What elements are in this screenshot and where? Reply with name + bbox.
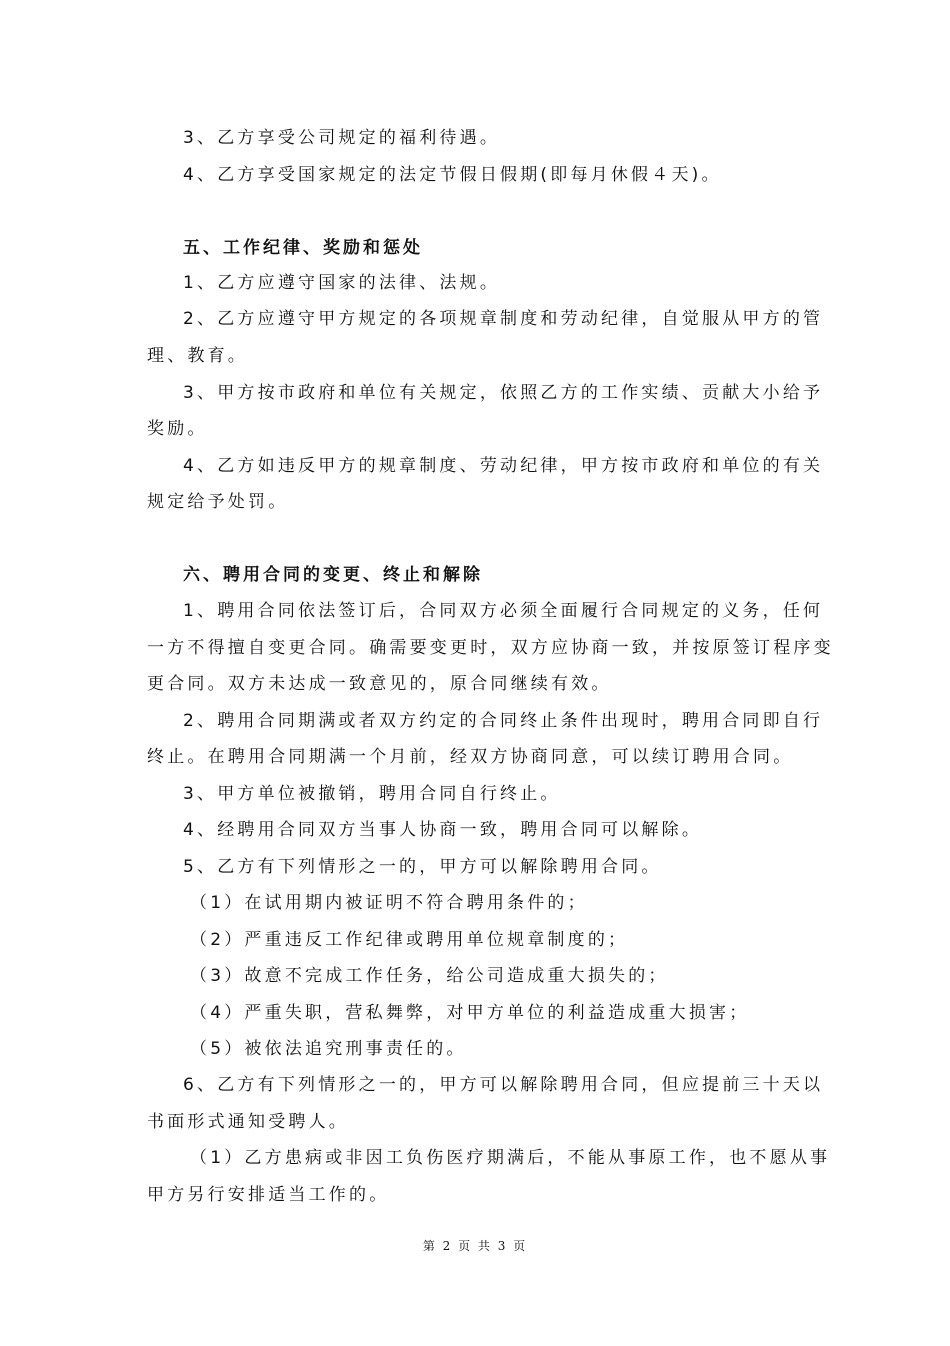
section-6-p2-line2: 终止。在聘用合同期满一个月前，经双方协商同意，可以续订聘用合同。: [147, 747, 794, 767]
section-5-heading: 五、工作纪律、奖励和惩处: [183, 238, 423, 258]
section-6-p1-line2: 一方不得擅自变更合同。确需要变更时，双方应协商一致，并按原签订程序变: [147, 638, 834, 658]
section-5-p4-line1: 4、乙方如违反甲方的规章制度、劳动纪律，甲方按市政府和单位的有关: [183, 456, 824, 476]
section-5-p3-line1: 3、甲方按市政府和单位有关规定，依照乙方的工作实绩、贡献大小给予: [183, 383, 824, 403]
section-5-p4-line2: 规定给予处罚。: [147, 492, 289, 512]
section-5-p2-line2: 理、教育。: [147, 346, 248, 366]
section-5-p1: 1、乙方应遵守国家的法律、法规。: [183, 273, 501, 293]
section-6-p5: 5、乙方有下列情形之一的，甲方可以解除聘用合同。: [183, 857, 662, 877]
section-6-p5-item-1: （1）在试用期内被证明不符合聘用条件的；: [190, 893, 588, 913]
section-6-p3: 3、甲方单位被撤销，聘用合同自行终止。: [183, 784, 561, 804]
section-6-p6-item1-line1: （1）乙方患病或非因工负伤医疗期满后，不能从事原工作，也不愿从事: [190, 1148, 831, 1168]
section-6-p2-line1: 2、聘用合同期满或者双方约定的合同终止条件出现时，聘用合同即自行: [183, 711, 824, 731]
section-6-p5-item-3: （3）故意不完成工作任务，给公司造成重大损失的；: [190, 966, 669, 986]
section-6-p4: 4、经聘用合同双方当事人协商一致，聘用合同可以解除。: [183, 820, 703, 840]
section-6-heading: 六、聘用合同的变更、终止和解除: [183, 565, 483, 585]
page-footer: 第 2 页 共 3 页: [422, 1239, 528, 1253]
section-6-p1-line1: 1、聘用合同依法签订后，合同双方必须全面履行合同规定的义务，任何: [183, 601, 824, 621]
section-5-p3-line2: 奖励。: [147, 419, 208, 439]
section-6-p6-item1-line2: 甲方另行安排适当工作的。: [147, 1185, 390, 1205]
section-6-p5-item-4: （4）严重失职，营私舞弊，对甲方单位的利益造成重大损害；: [190, 1003, 750, 1023]
section-6-p1-line3: 更合同。双方未达成一致意见的，原合同继续有效。: [147, 674, 612, 694]
clause-4-3: 3、乙方享受公司规定的福利待遇。: [183, 128, 501, 148]
section-6-p5-item-2: （2）严重违反工作纪律或聘用单位规章制度的；: [190, 930, 629, 950]
section-6-p6-line1: 6、乙方有下列情形之一的，甲方可以解除聘用合同，但应提前三十天以: [183, 1075, 824, 1095]
clause-4-4: 4、乙方享受国家规定的法定节假日假期(即每月休假４天)。: [183, 165, 722, 185]
section-6-p5-item-5: （5）被依法追究刑事责任的。: [190, 1039, 467, 1059]
section-5-p2-line1: 2、乙方应遵守甲方规定的各项规章制度和劳动纪律，自觉服从甲方的管: [183, 309, 824, 329]
section-6-p6-line2: 书面形式通知受聘人。: [147, 1112, 349, 1132]
